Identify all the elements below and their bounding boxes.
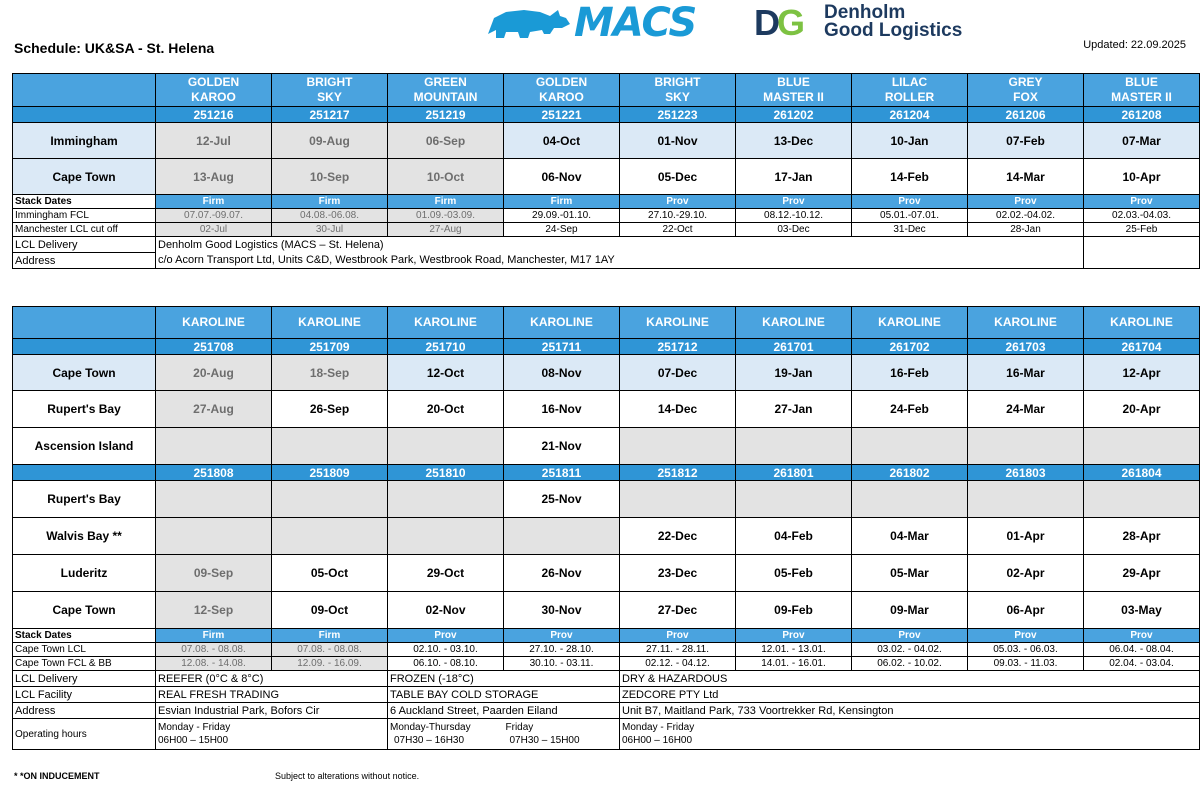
cutoff-value: 12.09. - 16.09. bbox=[272, 657, 388, 671]
cutoff-value: 03-Dec bbox=[736, 223, 852, 237]
port-date bbox=[388, 481, 504, 518]
port-date: 10-Oct bbox=[388, 159, 504, 195]
port-date: 04-Feb bbox=[736, 518, 852, 555]
operating-hours-row bbox=[13, 719, 1200, 750]
port-row bbox=[13, 592, 1200, 629]
cutoff-value: 07.07.-09.07. bbox=[156, 209, 272, 223]
cutoff-row bbox=[13, 643, 1200, 657]
port-date: 02-Nov bbox=[388, 592, 504, 629]
cutoff-value: 22-Oct bbox=[620, 223, 736, 237]
ship-name-cell: KAROLINE bbox=[156, 307, 272, 339]
port-row bbox=[13, 355, 1200, 391]
port-label: Cape Town bbox=[13, 592, 156, 629]
port-date bbox=[620, 428, 736, 465]
port-date: 01-Apr bbox=[968, 518, 1084, 555]
stack-status: Prov bbox=[968, 195, 1084, 209]
voyage-number: 251216 bbox=[156, 107, 272, 123]
cutoff-value: 02.12. - 04.12. bbox=[620, 657, 736, 671]
ship-name-line2: SKY bbox=[317, 90, 342, 104]
cutoff-value: 05.01.-07.01. bbox=[852, 209, 968, 223]
operating-hours-value bbox=[620, 719, 1200, 750]
port-label: Rupert's Bay bbox=[13, 481, 156, 518]
port-date bbox=[272, 518, 388, 555]
ship-name-line1: BRIGHT bbox=[654, 75, 701, 89]
port-date: 28-Apr bbox=[1084, 518, 1200, 555]
ship-name-line1: GOLDEN bbox=[535, 75, 588, 89]
port-row bbox=[13, 428, 1200, 465]
port-label: Walvis Bay ** bbox=[13, 518, 156, 555]
logos bbox=[484, 0, 964, 46]
port-date bbox=[968, 481, 1084, 518]
voyage-number: 251217 bbox=[272, 107, 388, 123]
ship-name-cell bbox=[852, 74, 968, 107]
ship-name-cell bbox=[504, 74, 620, 107]
ship-name-line2: MOUNTAIN bbox=[413, 90, 478, 104]
port-label: Cape Town bbox=[13, 355, 156, 391]
port-date: 20-Apr bbox=[1084, 391, 1200, 428]
port-row bbox=[13, 159, 1200, 195]
port-date: 24-Mar bbox=[968, 391, 1084, 428]
voyage-number: 261206 bbox=[968, 107, 1084, 123]
address bbox=[13, 703, 1200, 719]
cutoff-value: 06.02. - 10.02. bbox=[852, 657, 968, 671]
port-date bbox=[272, 481, 388, 518]
cutoff-label: Immingham FCL bbox=[13, 209, 156, 223]
cutoff-value: 02-Jul bbox=[156, 223, 272, 237]
stack-status: Prov bbox=[1084, 195, 1200, 209]
port-date: 16-Mar bbox=[968, 355, 1084, 391]
voyage-number: 251809 bbox=[272, 465, 388, 481]
cutoff-label: Cape Town LCL bbox=[13, 643, 156, 657]
port-row bbox=[13, 123, 1200, 159]
cutoff-value: 07.08. - 08.08. bbox=[272, 643, 388, 657]
ship-name-line2: KAROO bbox=[539, 90, 584, 104]
ship-name-cell bbox=[1084, 74, 1200, 107]
port-date: 02-Apr bbox=[968, 555, 1084, 592]
port-date: 26-Nov bbox=[504, 555, 620, 592]
footnote: * *ON INDUCEMENT bbox=[14, 771, 100, 781]
lcl-delivery bbox=[13, 671, 1200, 687]
ship-name-cell: KAROLINE bbox=[272, 307, 388, 339]
voyage-number: 251219 bbox=[388, 107, 504, 123]
lcl-delivery-value: FROZEN (-18°C) bbox=[388, 671, 620, 687]
lcl-delivery-label: LCL Delivery bbox=[13, 671, 156, 687]
voyage-number: 261702 bbox=[852, 339, 968, 355]
port-date bbox=[388, 428, 504, 465]
port-date bbox=[852, 481, 968, 518]
voyage-blank-cell bbox=[13, 107, 156, 123]
port-date: 22-Dec bbox=[620, 518, 736, 555]
ship-name-line1: BLUE bbox=[777, 75, 810, 89]
cutoff-value: 06.04. - 08.04. bbox=[1084, 643, 1200, 657]
port-date: 17-Jan bbox=[736, 159, 852, 195]
port-date: 13-Dec bbox=[736, 123, 852, 159]
port-date: 21-Nov bbox=[504, 428, 620, 465]
lcl-delivery-label: LCL Delivery bbox=[13, 237, 156, 253]
voyage-number: 261802 bbox=[852, 465, 968, 481]
port-date: 05-Dec bbox=[620, 159, 736, 195]
port-date: 07-Dec bbox=[620, 355, 736, 391]
port-date: 10-Sep bbox=[272, 159, 388, 195]
port-date bbox=[1084, 481, 1200, 518]
cutoff-value: 04.08.-06.08. bbox=[272, 209, 388, 223]
address-value: Esvian Industrial Park, Bofors Cir bbox=[156, 703, 388, 719]
stack-status: Firm bbox=[504, 195, 620, 209]
hours-time: 07H30 – 16H30 bbox=[394, 735, 465, 746]
cutoff-value: 07.08. - 08.08. bbox=[156, 643, 272, 657]
stack-status: Prov bbox=[1084, 629, 1200, 643]
cutoff-value: 27.10.-29.10. bbox=[620, 209, 736, 223]
port-date: 27-Aug bbox=[156, 391, 272, 428]
port-row bbox=[13, 481, 1200, 518]
ship-name-line1: GOLDEN bbox=[187, 75, 240, 89]
port-date: 06-Apr bbox=[968, 592, 1084, 629]
port-date: 06-Sep bbox=[388, 123, 504, 159]
port-date: 03-May bbox=[1084, 592, 1200, 629]
stack-status: Prov bbox=[620, 195, 736, 209]
cutoff-value: 27.11. - 28.11. bbox=[620, 643, 736, 657]
port-date: 14-Feb bbox=[852, 159, 968, 195]
cutoff-value: 14.01. - 16.01. bbox=[736, 657, 852, 671]
voyage-number: 251710 bbox=[388, 339, 504, 355]
lcl-delivery-value: DRY & HAZARDOUS bbox=[620, 671, 1200, 687]
operating-hours-value bbox=[388, 719, 504, 750]
address-label: Address bbox=[13, 703, 156, 719]
port-date: 10-Jan bbox=[852, 123, 968, 159]
ship-name-cell: KAROLINE bbox=[736, 307, 852, 339]
port-date: 29-Oct bbox=[388, 555, 504, 592]
ship-name-line2: ROLLER bbox=[884, 90, 935, 104]
ship-name-cell bbox=[968, 74, 1084, 107]
cutoff-value: 03.02. - 04.02. bbox=[852, 643, 968, 657]
cutoff-value: 28-Jan bbox=[968, 223, 1084, 237]
port-date: 06-Nov bbox=[504, 159, 620, 195]
cutoff-value: 12.08. - 14.08. bbox=[156, 657, 272, 671]
port-date bbox=[388, 518, 504, 555]
hours-days: Friday bbox=[505, 722, 534, 733]
ship-name-line1: GREY bbox=[1008, 75, 1043, 89]
voyage-number: 251812 bbox=[620, 465, 736, 481]
port-date: 25-Nov bbox=[504, 481, 620, 518]
cutoff-value: 30.10. - 03.11. bbox=[504, 657, 620, 671]
hours-time: 06H00 – 16H00 bbox=[622, 735, 693, 746]
ship-name-cell: KAROLINE bbox=[620, 307, 736, 339]
stack-status: Prov bbox=[388, 629, 504, 643]
lcl-delivery-value: Denholm Good Logistics (MACS – St. Helena) bbox=[156, 237, 1084, 253]
ship-name-cell: KAROLINE bbox=[504, 307, 620, 339]
sa-schedule-table bbox=[12, 306, 1200, 750]
port-row bbox=[13, 555, 1200, 592]
port-date: 27-Dec bbox=[620, 592, 736, 629]
macs-logo: MACS bbox=[574, 0, 697, 46]
hours-time: 07H30 – 15H00 bbox=[509, 735, 580, 746]
hours-time: 06H00 – 15H00 bbox=[158, 735, 229, 746]
lcl-facility-label: LCL Facility bbox=[13, 687, 156, 703]
port-row bbox=[13, 391, 1200, 428]
port-date: 18-Sep bbox=[272, 355, 388, 391]
voyage-row-south bbox=[13, 465, 1200, 481]
cutoff-value: 05.03. - 06.03. bbox=[968, 643, 1084, 657]
lcl-delivery-row bbox=[13, 237, 1200, 253]
dg-logo-mark: DG bbox=[754, 2, 803, 43]
address-value: Unit B7, Maitland Park, 733 Voortrekker Rd, Kensington bbox=[620, 703, 1200, 719]
ship-name-line1: BLUE bbox=[1125, 75, 1158, 89]
ship-name-line2: MASTER II bbox=[763, 90, 824, 104]
uk-schedule-table bbox=[12, 73, 1200, 269]
port-date: 12-Jul bbox=[156, 123, 272, 159]
port-date: 05-Feb bbox=[736, 555, 852, 592]
port-date: 23-Dec bbox=[620, 555, 736, 592]
cutoff-value: 02.03.-04.03. bbox=[1084, 209, 1200, 223]
port-date bbox=[968, 428, 1084, 465]
stack-status: Prov bbox=[736, 195, 852, 209]
stack-status: Prov bbox=[620, 629, 736, 643]
port-date: 29-Apr bbox=[1084, 555, 1200, 592]
port-date bbox=[504, 518, 620, 555]
voyage-number: 261703 bbox=[968, 339, 1084, 355]
stack-status: Firm bbox=[388, 195, 504, 209]
ship-name-cell bbox=[736, 74, 852, 107]
cutoff-value: 12.01. - 13.01. bbox=[736, 643, 852, 657]
cutoff-value: 01.09.-03.09. bbox=[388, 209, 504, 223]
port-date: 14-Mar bbox=[968, 159, 1084, 195]
port-date: 09-Oct bbox=[272, 592, 388, 629]
voyage-number: 251712 bbox=[620, 339, 736, 355]
rhino-icon bbox=[484, 4, 572, 44]
lcl-facility-value: ZEDCORE PTY Ltd bbox=[620, 687, 1200, 703]
voyage-number: 261801 bbox=[736, 465, 852, 481]
port-date bbox=[736, 428, 852, 465]
stack-dates-label: Stack Dates bbox=[13, 195, 156, 209]
port-date: 05-Oct bbox=[272, 555, 388, 592]
operating-hours-label: Operating hours bbox=[13, 719, 156, 750]
port-date: 09-Aug bbox=[272, 123, 388, 159]
port-label: Cape Town bbox=[13, 159, 156, 195]
stack-status: Prov bbox=[852, 195, 968, 209]
ship-name-cell: KAROLINE bbox=[388, 307, 504, 339]
port-date: 13-Aug bbox=[156, 159, 272, 195]
stack-dates-label: Stack Dates bbox=[13, 629, 156, 643]
header-blank-cell bbox=[13, 74, 156, 107]
stack-status: Firm bbox=[156, 629, 272, 643]
operating-hours-value bbox=[504, 719, 620, 750]
cutoff-value: 30-Jul bbox=[272, 223, 388, 237]
voyage-number: 261701 bbox=[736, 339, 852, 355]
ship-name-line1: LILAC bbox=[891, 75, 928, 89]
updated-date: Updated: 22.09.2025 bbox=[1083, 39, 1186, 51]
port-date bbox=[620, 481, 736, 518]
voyage-number: 251711 bbox=[504, 339, 620, 355]
voyage-number: 251811 bbox=[504, 465, 620, 481]
cutoff-row bbox=[13, 209, 1200, 223]
stack-status: Firm bbox=[272, 195, 388, 209]
voyage-number: 261204 bbox=[852, 107, 968, 123]
port-date: 16-Feb bbox=[852, 355, 968, 391]
port-date: 16-Nov bbox=[504, 391, 620, 428]
cutoff-label: Manchester LCL cut off bbox=[13, 223, 156, 237]
lcl-facility-value: REAL FRESH TRADING bbox=[156, 687, 388, 703]
lcl-facility bbox=[13, 687, 1200, 703]
port-date bbox=[736, 481, 852, 518]
ship-name-cell: KAROLINE bbox=[852, 307, 968, 339]
voyage-number: 261208 bbox=[1084, 107, 1200, 123]
voyage-number: 251708 bbox=[156, 339, 272, 355]
empty-cell bbox=[1084, 237, 1200, 269]
ship-name-cell bbox=[272, 74, 388, 107]
cutoff-value: 27-Aug bbox=[388, 223, 504, 237]
stack-status: Prov bbox=[504, 629, 620, 643]
voyage-number: 261704 bbox=[1084, 339, 1200, 355]
voyage-number: 251223 bbox=[620, 107, 736, 123]
cutoff-value: 06.10. - 08.10. bbox=[388, 657, 504, 671]
voyage-row bbox=[13, 107, 1200, 123]
cutoff-value: 09.03. - 11.03. bbox=[968, 657, 1084, 671]
port-date: 09-Feb bbox=[736, 592, 852, 629]
port-label: Immingham bbox=[13, 123, 156, 159]
voyage-number: 251810 bbox=[388, 465, 504, 481]
port-label: Luderitz bbox=[13, 555, 156, 592]
ship-name-line2: FOX bbox=[1013, 90, 1038, 104]
port-label: Ascension Island bbox=[13, 428, 156, 465]
cutoff-value: 02.02.-04.02. bbox=[968, 209, 1084, 223]
stack-status: Prov bbox=[968, 629, 1084, 643]
port-date bbox=[156, 428, 272, 465]
port-date: 26-Sep bbox=[272, 391, 388, 428]
cutoff-row bbox=[13, 223, 1200, 237]
lcl-facility-value: TABLE BAY COLD STORAGE bbox=[388, 687, 620, 703]
hours-days: Monday - Friday bbox=[622, 722, 695, 733]
ship-header-row bbox=[13, 74, 1200, 107]
cutoff-label: Cape Town FCL & BB bbox=[13, 657, 156, 671]
port-date bbox=[156, 481, 272, 518]
port-date bbox=[1084, 428, 1200, 465]
dg-logo-text: Denholm Good Logistics bbox=[824, 2, 963, 41]
ship-name-line2: MASTER II bbox=[1111, 90, 1172, 104]
ship-name-cell: KAROLINE bbox=[1084, 307, 1200, 339]
port-row bbox=[13, 518, 1200, 555]
cutoff-value: 29.09.-01.10. bbox=[504, 209, 620, 223]
port-date: 01-Nov bbox=[620, 123, 736, 159]
address-label: Address bbox=[13, 253, 156, 269]
ship-name-line1: GREEN bbox=[424, 75, 467, 89]
lcl-delivery-value: REEFER (0°C & 8°C) bbox=[156, 671, 388, 687]
port-date: 07-Mar bbox=[1084, 123, 1200, 159]
ship-name-cell bbox=[156, 74, 272, 107]
stack-status: Firm bbox=[272, 629, 388, 643]
cutoff-value: 08.12.-10.12. bbox=[736, 209, 852, 223]
stack-status: Prov bbox=[852, 629, 968, 643]
port-date: 10-Apr bbox=[1084, 159, 1200, 195]
stack-status: Prov bbox=[736, 629, 852, 643]
port-date: 20-Aug bbox=[156, 355, 272, 391]
port-date: 07-Feb bbox=[968, 123, 1084, 159]
ship-name-line2: SKY bbox=[665, 90, 690, 104]
hours-days: Monday - Friday bbox=[158, 722, 231, 733]
cutoff-value: 25-Feb bbox=[1084, 223, 1200, 237]
voyage-number: 251808 bbox=[156, 465, 272, 481]
port-date: 19-Jan bbox=[736, 355, 852, 391]
port-date: 24-Feb bbox=[852, 391, 968, 428]
port-date: 04-Oct bbox=[504, 123, 620, 159]
cutoff-value: 27.10. - 28.10. bbox=[504, 643, 620, 657]
cutoff-value: 02.04. - 03.04. bbox=[1084, 657, 1200, 671]
port-date bbox=[852, 428, 968, 465]
cutoff-value: 24-Sep bbox=[504, 223, 620, 237]
port-date: 04-Mar bbox=[852, 518, 968, 555]
voyage-number: 261202 bbox=[736, 107, 852, 123]
cutoff-row bbox=[13, 657, 1200, 671]
port-date: 09-Sep bbox=[156, 555, 272, 592]
port-date: 09-Mar bbox=[852, 592, 968, 629]
ship-name-line1: BRIGHT bbox=[306, 75, 353, 89]
voyage-blank-cell bbox=[13, 339, 156, 355]
port-date: 20-Oct bbox=[388, 391, 504, 428]
stack-dates-row bbox=[13, 195, 1200, 209]
voyage-blank-cell bbox=[13, 465, 156, 481]
hours-days: Monday-Thursday bbox=[390, 722, 471, 733]
ship-name-line2: KAROO bbox=[191, 90, 236, 104]
port-date: 12-Oct bbox=[388, 355, 504, 391]
address-value: c/o Acorn Transport Ltd, Units C&D, Westbrook Park, Westbrook Road, Manchester, M17 1AY bbox=[156, 253, 1084, 269]
voyage-number: 261804 bbox=[1084, 465, 1200, 481]
voyage-number: 261803 bbox=[968, 465, 1084, 481]
port-date bbox=[272, 428, 388, 465]
cutoff-value: 31-Dec bbox=[852, 223, 968, 237]
voyage-number: 251709 bbox=[272, 339, 388, 355]
address-row bbox=[13, 253, 1200, 269]
port-label: Rupert's Bay bbox=[13, 391, 156, 428]
stack-dates-row bbox=[13, 629, 1200, 643]
cutoff-value: 02.10. - 03.10. bbox=[388, 643, 504, 657]
ship-name-cell bbox=[620, 74, 736, 107]
port-date: 27-Jan bbox=[736, 391, 852, 428]
stack-status: Firm bbox=[156, 195, 272, 209]
voyage-row-north bbox=[13, 339, 1200, 355]
voyage-number: 251221 bbox=[504, 107, 620, 123]
port-date bbox=[156, 518, 272, 555]
ship-name-cell: KAROLINE bbox=[968, 307, 1084, 339]
page-title: Schedule: UK&SA - St. Helena bbox=[14, 40, 215, 56]
address-value: 6 Auckland Street, Paarden Eiland bbox=[388, 703, 620, 719]
ship-name-cell bbox=[388, 74, 504, 107]
port-date: 08-Nov bbox=[504, 355, 620, 391]
port-date: 14-Dec bbox=[620, 391, 736, 428]
port-date: 12-Sep bbox=[156, 592, 272, 629]
disclaimer: Subject to alterations without notice. bbox=[275, 771, 420, 781]
header-blank-cell bbox=[13, 307, 156, 339]
ship-header-row bbox=[13, 307, 1200, 339]
port-date: 05-Mar bbox=[852, 555, 968, 592]
port-date: 30-Nov bbox=[504, 592, 620, 629]
operating-hours-value bbox=[156, 719, 388, 750]
port-date: 12-Apr bbox=[1084, 355, 1200, 391]
